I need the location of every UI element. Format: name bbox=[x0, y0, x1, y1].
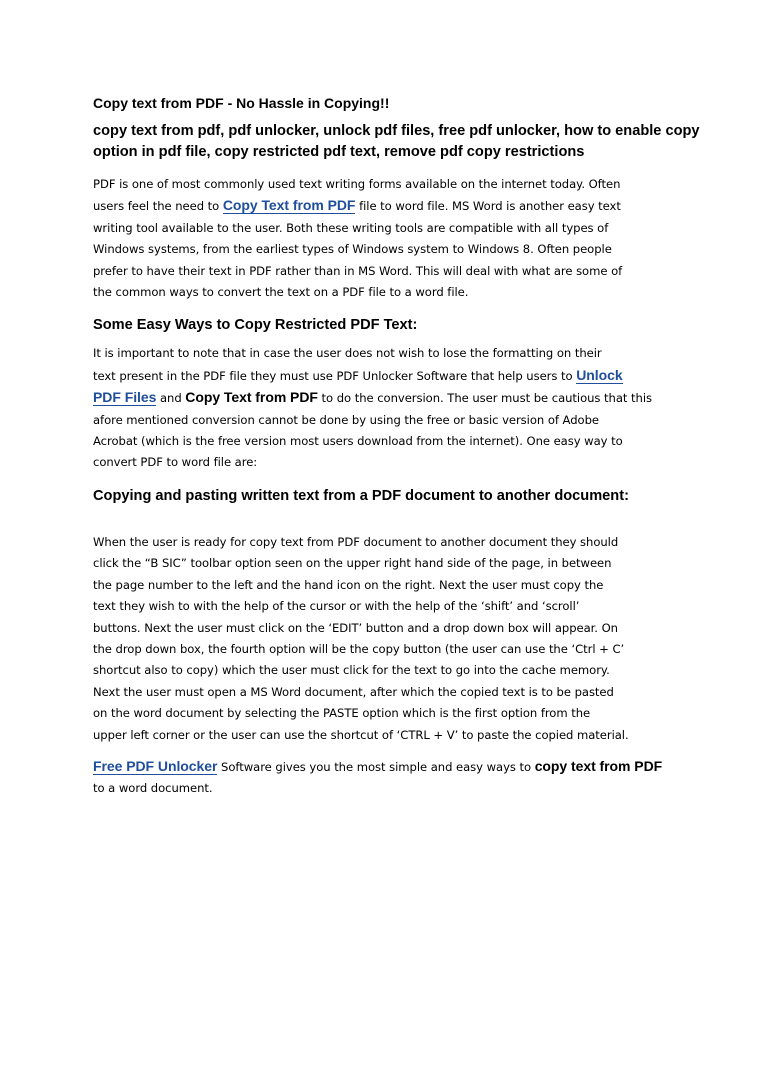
section2-line: shortcut also to copy) which the user must click for the text to go into the cache memory. bbox=[93, 663, 610, 678]
section1-text: to do the conversion. The user must be cautious that this bbox=[317, 391, 652, 406]
section2-line: upper left corner or the user can use the shortcut of ‘CTRL + V’ to paste the copied material. bbox=[93, 727, 629, 742]
section2-heading: Copying and pasting written text from a PDF document to another document: bbox=[93, 487, 629, 504]
section2-line: buttons. Next the user must click on the ‘EDIT’ button and a drop down box will appear. On bbox=[93, 620, 618, 635]
document-title: Copy text from PDF - No Hassle in Copying!! bbox=[93, 95, 390, 111]
section1-line-2 bbox=[93, 365, 743, 387]
section1-line-3 bbox=[93, 387, 743, 409]
section2-line: on the word document by selecting the PASTE option which is the first option from the bbox=[93, 706, 591, 721]
intro-line-4: Windows systems, from the earliest types of Windows system to Windows 8. Often people bbox=[93, 242, 612, 257]
intro-line-5: prefer to have their text in PDF rather than in MS Word. This will deal with what are some of bbox=[93, 263, 623, 278]
section2-line: the page number to the left and the hand icon on the right. Next the user must copy the bbox=[93, 577, 604, 592]
section1-line-1: It is important to note that in case the user does not wish to lose the formatting on their bbox=[93, 346, 602, 361]
pdf-files-link[interactable]: PDF Files bbox=[93, 389, 157, 406]
copy-text-bold: Copy Text from PDF bbox=[185, 389, 318, 406]
section1-text: and bbox=[156, 391, 186, 406]
keywords-paragraph bbox=[93, 121, 743, 163]
copy-text-bold: copy text from PDF bbox=[534, 757, 663, 774]
section2-paragraph bbox=[93, 532, 743, 746]
section1-line-6: convert PDF to word file are: bbox=[93, 455, 258, 470]
closing-line-1 bbox=[93, 756, 743, 778]
section2-line: the drop down box, the fourth option will be the copy button (the user can use the ‘Ctrl + C’ bbox=[93, 641, 625, 656]
intro-paragraph bbox=[93, 174, 743, 303]
intro-text: users feel the need to bbox=[93, 199, 223, 214]
section1-paragraph bbox=[93, 343, 743, 473]
section2-line: click the “B SIC” toolbar option seen on the upper right hand side of the page, in between bbox=[93, 556, 612, 571]
section1-line-4: afore mentioned conversion cannot be done by using the free or basic version of Adobe bbox=[93, 412, 599, 427]
section2-line: Next the user must open a MS Word document, after which the copied text is to be pasted bbox=[93, 684, 614, 699]
section1-heading: Some Easy Ways to Copy Restricted PDF Text: bbox=[93, 317, 418, 334]
intro-text: file to word file. MS Word is another easy text bbox=[355, 199, 621, 214]
intro-line-2 bbox=[93, 195, 743, 217]
free-pdf-unlocker-link[interactable]: Free PDF Unlocker bbox=[93, 757, 218, 774]
closing-paragraph bbox=[93, 756, 743, 800]
intro-line-6: the common ways to convert the text on a PDF file to a word file. bbox=[93, 285, 469, 300]
section2-line: text they wish to with the help of the cursor or with the help of the ‘shift’ and ‘scroll’ bbox=[93, 599, 580, 614]
closing-line-2: to a word document. bbox=[93, 781, 213, 796]
unlock-link[interactable]: Unlock bbox=[576, 366, 623, 383]
closing-text: Software gives you the most simple and easy ways to bbox=[217, 759, 535, 774]
intro-line-1: PDF is one of most commonly used text writing forms available on the internet today. Often bbox=[93, 177, 621, 191]
keywords-line-1: copy text from pdf, pdf unlocker, unlock pdf files, free pdf unlocker, how to enable copy bbox=[93, 123, 700, 139]
section1-text: text present in the PDF file they must use PDF Unlocker Software that help users to bbox=[93, 368, 577, 383]
intro-line-3: writing tool available to the user. Both these writing tools are compatible with all types of bbox=[93, 220, 609, 235]
copy-text-from-pdf-link[interactable]: Copy Text from PDF bbox=[222, 197, 356, 214]
keywords-line-2: option in pdf file, copy restricted pdf text, remove pdf copy restrictions bbox=[93, 144, 585, 160]
document-page bbox=[93, 94, 743, 800]
section2-line: When the user is ready for copy text from PDF document to another document they should bbox=[93, 534, 619, 549]
section1-line-5: Acrobat (which is the free version most users download from the internet). One easy way to bbox=[93, 434, 623, 449]
